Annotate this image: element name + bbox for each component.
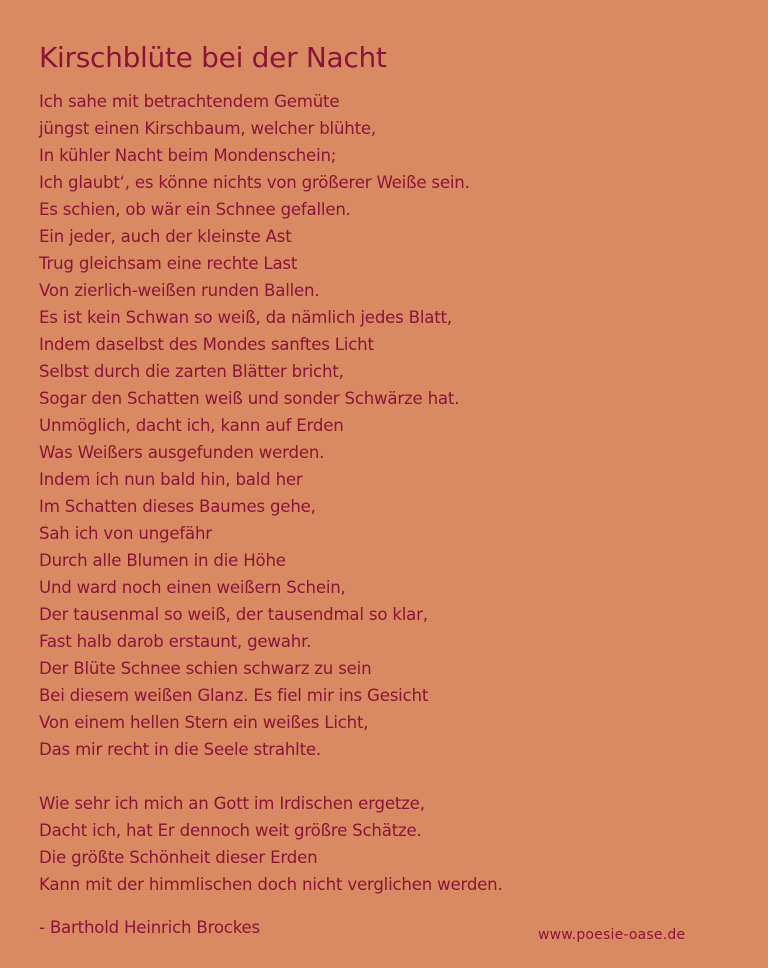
poem-line: Dacht ich, hat Er dennoch weit größre Schätze. <box>39 821 422 840</box>
poem-line: Fast halb darob erstaunt, gewahr. <box>39 632 312 651</box>
poem-line: Durch alle Blumen in die Höhe <box>39 551 286 570</box>
stanza <box>39 88 739 763</box>
poem-line: Das mir recht in die Seele strahlte. <box>39 740 321 759</box>
poem-line: Indem ich nun bald hin, bald her <box>39 470 303 489</box>
poem-line: Von zierlich-weißen runden Ballen. <box>39 281 320 300</box>
poem-line: In kühler Nacht beim Mondenschein; <box>39 146 337 165</box>
poem-line: Ich glaubt‘, es könne nichts von größerer Weiße sein. <box>39 173 470 192</box>
poem-line: Sogar den Schatten weiß und sonder Schwärze hat. <box>39 389 460 408</box>
poem-line: Kann mit der himmlischen doch nicht verglichen werden. <box>39 875 503 894</box>
poem-body <box>39 88 739 898</box>
poem-line: Es schien, ob wär ein Schnee gefallen. <box>39 200 351 219</box>
poem-title: Kirschblüte bei der Nacht <box>39 41 387 74</box>
poem-line: Wie sehr ich mich an Gott im Irdischen ergetze, <box>39 794 425 813</box>
poem-line: Der tausenmal so weiß, der tausendmal so klar, <box>39 605 428 624</box>
poem-line: Es ist kein Schwan so weiß, da nämlich jedes Blatt, <box>39 308 452 327</box>
poem-line: Bei diesem weißen Glanz. Es fiel mir ins Gesicht <box>39 686 429 705</box>
poem-line: Indem daselbst des Mondes sanftes Licht <box>39 335 374 354</box>
stanza <box>39 790 739 898</box>
poem-line: Unmöglich, dacht ich, kann auf Erden <box>39 416 344 435</box>
stanza-gap <box>39 763 739 790</box>
poem-line: Von einem hellen Stern ein weißes Licht, <box>39 713 369 732</box>
poem-line: Trug gleichsam eine rechte Last <box>39 254 298 273</box>
poem-line: Ich sahe mit betrachtendem Gemüte <box>39 92 340 111</box>
poem-line: Sah ich von ungefähr <box>39 524 212 543</box>
poem-card <box>39 40 739 941</box>
website-watermark: www.poesie-oase.de <box>538 927 686 943</box>
poem-line: jüngst einen Kirschbaum, welcher blühte, <box>39 119 376 138</box>
poem-line: Was Weißers ausgefunden werden. <box>39 443 325 462</box>
poem-line: Ein jeder, auch der kleinste Ast <box>39 227 292 246</box>
poem-line: Im Schatten dieses Baumes gehe, <box>39 497 316 516</box>
poem-author: - Barthold Heinrich Brockes <box>39 918 260 937</box>
poem-line: Der Blüte Schnee schien schwarz zu sein <box>39 659 372 678</box>
poem-line: Die größte Schönheit dieser Erden <box>39 848 318 867</box>
poem-line: Und ward noch einen weißern Schein, <box>39 578 346 597</box>
poem-line: Selbst durch die zarten Blätter bricht, <box>39 362 344 381</box>
